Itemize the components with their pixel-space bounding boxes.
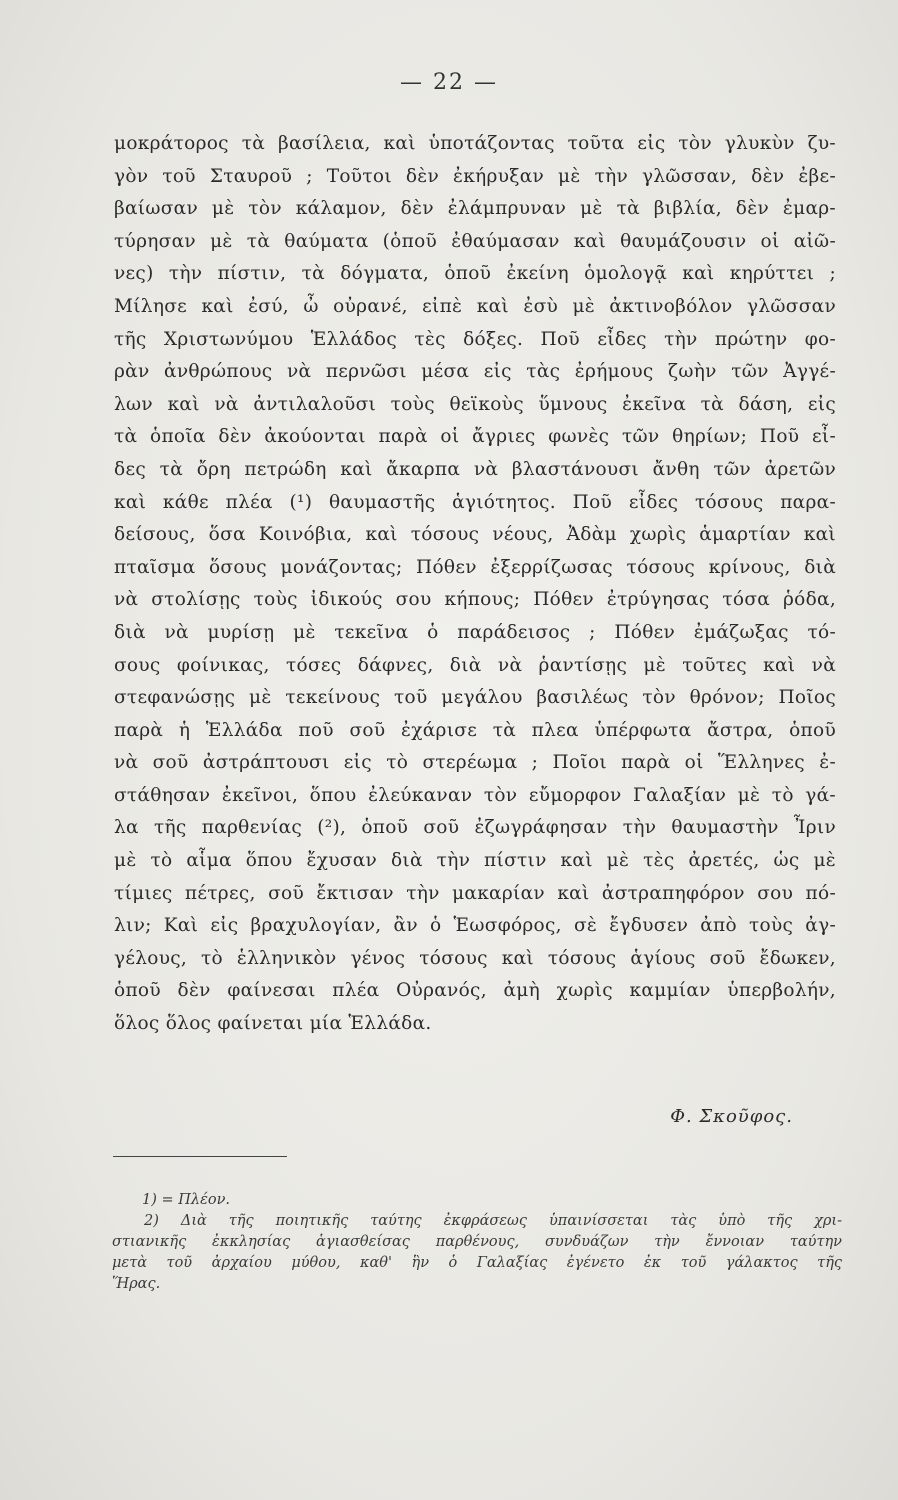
page-number: — 22 — [400,70,498,95]
text-line: νὰ σοῦ ἀστράπτουσι εἰς τὸ στερέωμα ; Ποῖοι παρὰ οἱ Ἕλληνες ἐ- [114,752,836,774]
footnote-line: 1) = Πλέον. [142,1192,231,1208]
text-line: τύρησαν μὲ τὰ θαύματα (ὁποῦ ἐθαύμασαν καὶ θαυμάζουσιν οἱ αἰῶ- [114,230,836,252]
text-line: δείσους, ὅσα Κοινόβια, καὶ τόσους νέους, Ἀδὰμ χωρὶς ἁμαρτίαν καὶ [114,524,836,546]
text-line: μὲ τὸ αἷμα ὅπου ἔχυσαν διὰ τὴν πίστιν καὶ μὲ τὲς ἀρετές, ὡς μὲ [114,850,836,872]
footnotes [112,1190,842,1295]
text-line: στάθησαν ἐκεῖνοι, ὅπου ἐλεύκαναν τὸν εὔμορφον Γαλαξίαν μὲ τὸ γά- [114,784,836,806]
author-signature: Φ. Σκοῦφος. [670,1106,793,1127]
text-line: στεφανώσῃς μὲ τεκείνους τοῦ μεγάλου βασιλέως τὸν θρόνον; Ποῖος [114,687,836,709]
text-line: ρὰν ἀνθρώπους νὰ περνῶσι μέσα εἰς τὰς ἐρήμους ζωὴν τῶν Ἀγγέ- [114,361,836,383]
text-line: δες τὰ ὄρη πετρώδη καὶ ἄκαρπα νὰ βλαστάνουσι ἄνθη τῶν ἀρετῶν [114,458,836,480]
text-line: τὰ ὁποῖα δὲν ἀκούονται παρὰ οἱ ἄγριες φωνὲς τῶν θηρίων; Ποῦ εἶ- [114,426,836,448]
text-line: λιν; Καὶ εἰς βραχυλογίαν, ἂν ὁ Ἑωσφόρος, σὲ ἔγδυσεν ἀπὸ τοὺς ἀγ- [114,915,836,937]
text-line: καὶ κάθε πλέα (¹) θαυμαστῆς ἁγιότητος. Ποῦ εἶδες τόσους παρα- [114,491,836,513]
text-line: σους φοίνικας, τόσες δάφνες, διὰ νὰ ῥαντίσῃς μὲ τοῦτες καὶ νὰ [114,654,836,676]
footnote-divider [113,1156,287,1157]
text-line: Μίλησε καὶ ἐσύ, ὦ οὐρανέ, εἰπὲ καὶ ἐσὺ μὲ ἀκτινοβόλον γλῶσσαν [114,295,836,317]
text-line: ὁποῦ δὲν φαίνεσαι πλέα Οὐρανός, ἀμὴ χωρὶς καμμίαν ὑπερβολήν, [114,980,836,1002]
text-line: γέλους, τὸ ἑλληνικὸν γένος τόσους καὶ τόσους ἁγίους σοῦ ἔδωκεν, [114,947,836,969]
text-line: τίμιες πέτρες, σοῦ ἔκτισαν τὴν μακαρίαν καὶ ἀστραπηφόρον σου πό- [114,882,836,904]
text-line: μοκράτορος τὰ βασίλεια, καὶ ὑποτάζοντας τοῦτα εἰς τὸν γλυκὺν ζυ- [114,133,836,154]
body-text [114,128,836,1041]
text-line: βαίωσαν μὲ τὸν κάλαμον, δὲν ἐλάμπρυναν μὲ τὰ βιβλία, δὲν ἐμαρ- [114,198,836,220]
text-line: διὰ νὰ μυρίσῃ μὲ τεκεῖνα ὁ παράδεισος ; Πόθεν ἐμάζωξας τό- [114,621,836,643]
text-line: τῆς Χριστωνύμου Ἑλλάδος τὲς δόξες. Ποῦ εἶδες τὴν πρώτην φο- [114,328,836,350]
text-line: γὸν τοῦ Σταυροῦ ; Τοῦτοι δὲν ἐκήρυξαν μὲ τὴν γλῶσσαν, δὲν ἐβε- [114,165,836,187]
text-line: νὰ στολίσῃς τοὺς ἰδικούς σου κήπους; Πόθεν ἐτρύγησας τόσα ῥόδα, [114,589,836,611]
footnote-line: μετὰ τοῦ ἀρχαίου μύθου, καθ' ἣν ὁ Γαλαξίας ἐγένετο ἐκ τοῦ γάλακτος τῆς [112,1255,842,1271]
footnote-line: 2) Διὰ τῆς ποιητικῆς ταύτης ἐκφράσεως ὑπαινίσσεται τὰς ὑπὸ τῆς χρι- [144,1213,842,1229]
text-line: παρὰ ἡ Ἑλλάδα ποῦ σοῦ ἐχάρισε τὰ πλεα ὑπέρφωτα ἄστρα, ὁποῦ [114,719,836,741]
text-line: νες) τὴν πίστιν, τὰ δόγματα, ὁποῦ ἐκείνη ὁμολογᾷ καὶ κηρύττει ; [114,263,836,285]
footnote-line: Ἥρας. [112,1276,161,1292]
text-line: λων καὶ νὰ ἀντιλαλοῦσι τοὺς θεϊκοὺς ὕμνους ἐκεῖνα τὰ δάση, εἰς [114,393,836,415]
footnote-line: στιανικῆς ἐκκλησίας ἁγιασθείσας παρθένους, συνδυάζων τὴν ἔννοιαν ταύτην [112,1234,842,1250]
text-line: πταῖσμα ὅσους μονάζοντας; Πόθεν ἐξερρίζωσας τόσους κρίνους, διὰ [114,556,836,578]
text-line: ὅλος ὅλος φαίνεται μία Ἑλλάδα. [114,1013,432,1035]
text-line: λα τῆς παρθενίας (²), ὁποῦ σοῦ ἐζωγράφησαν τὴν θαυμαστὴν Ἶριν [114,817,836,839]
